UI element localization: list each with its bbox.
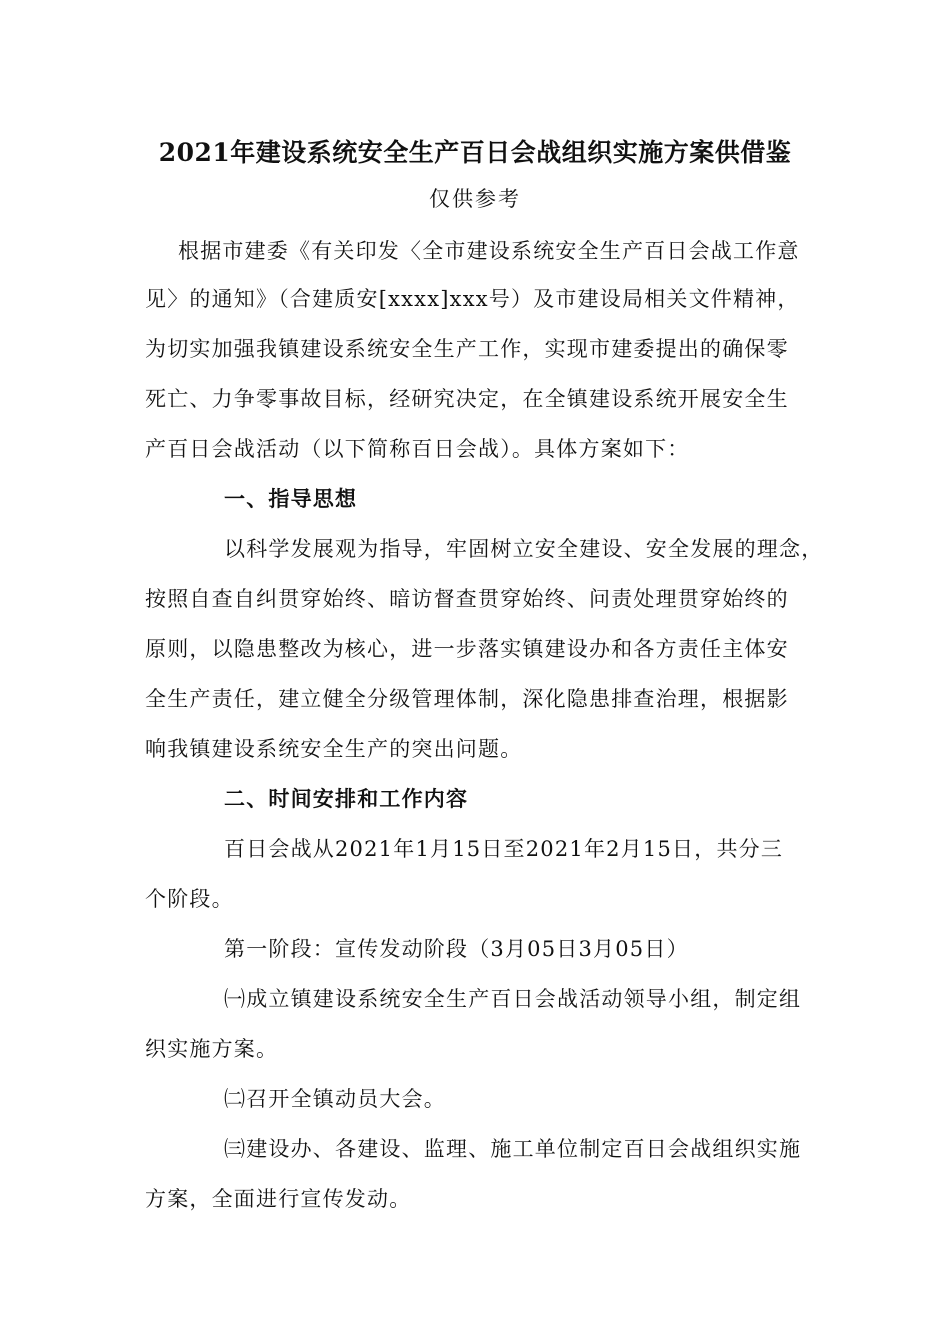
paragraph-line: 根据市建委《有关印发〈全市建设系统安全生产百日会战工作意 bbox=[178, 239, 800, 263]
paragraph-line: 方案，全面进行宣传发动。 bbox=[145, 1187, 412, 1211]
paragraph-line: 见〉的通知》（合建质安[xxxx]xxx号）及市建设局相关文件精神， bbox=[145, 287, 800, 311]
section-heading: 一、指导思想 bbox=[224, 486, 358, 511]
section-heading: 二、时间安排和工作内容 bbox=[224, 786, 469, 811]
paragraph-line: 全生产责任，建立健全分级管理体制，深化隐患排查治理，根据影 bbox=[145, 687, 789, 711]
paragraph-line: 百日会战从2021年1月15日至2021年2月15日，共分三 bbox=[224, 837, 784, 861]
paragraph-line: 原则，以隐患整改为核心，进一步落实镇建设办和各方责任主体安 bbox=[145, 637, 789, 661]
paragraph-line: 产百日会战活动（以下简称百日会战）。具体方案如下： bbox=[145, 437, 690, 461]
paragraph-line: 死亡、力争零事故目标，经研究决定，在全镇建设系统开展安全生 bbox=[145, 387, 789, 411]
paragraph-line: 按照自查自纠贯穿始终、暗访督查贯穿始终、问责处理贯穿始终的 bbox=[145, 587, 789, 611]
list-item-line: ㈢建设办、各建设、监理、施工单位制定百日会战组织实施 bbox=[224, 1137, 802, 1161]
list-item-line: ㈠成立镇建设系统安全生产百日会战活动领导小组，制定组 bbox=[224, 987, 802, 1011]
paragraph-line: 第一阶段：宣传发动阶段（3月05日3月05日） bbox=[224, 937, 689, 961]
list-item-line: ㈡召开全镇动员大会。 bbox=[224, 1087, 446, 1111]
paragraph-line: 响我镇建设系统安全生产的突出问题。 bbox=[145, 737, 523, 761]
document-title: 2021年建设系统安全生产百日会战组织实施方案供借鉴 bbox=[158, 138, 792, 167]
paragraph-line: 织实施方案。 bbox=[145, 1037, 279, 1061]
paragraph-line: 为切实加强我镇建设系统安全生产工作，实现市建委提出的确保零 bbox=[145, 337, 789, 361]
paragraph-line: 个阶段。 bbox=[145, 887, 234, 911]
document-subtitle: 仅供参考 bbox=[429, 187, 521, 211]
paragraph-line: 以科学发展观为指导，牢固树立安全建设、安全发展的理念， bbox=[224, 537, 824, 561]
